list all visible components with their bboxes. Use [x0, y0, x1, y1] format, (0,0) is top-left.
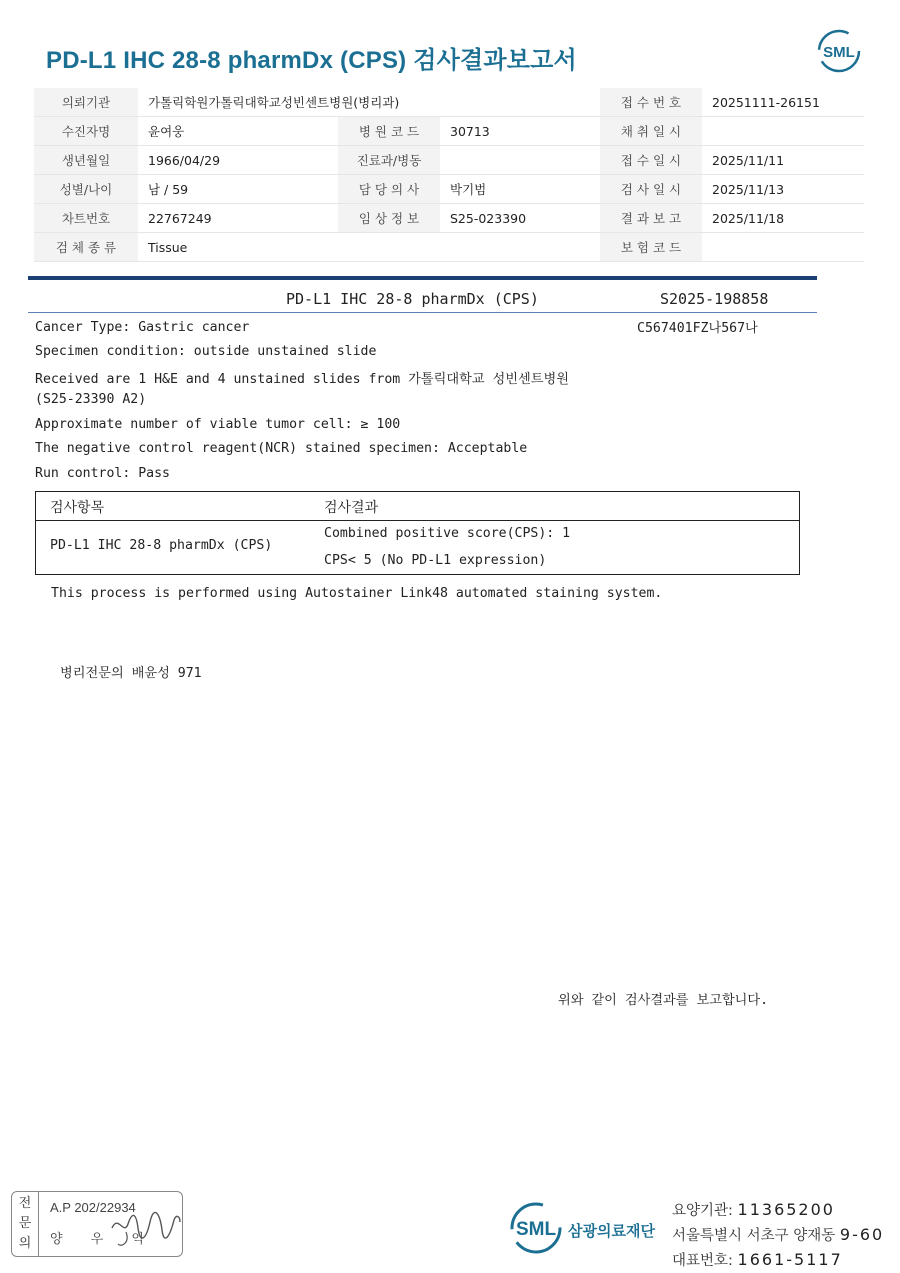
- result-cps-interpretation: CPS< 5 (No PD-L1 expression): [324, 553, 547, 568]
- info-value: 2025/11/18: [702, 204, 864, 233]
- info-value: 22767249: [138, 204, 338, 233]
- section-rule: [28, 276, 817, 280]
- footer-code-label: 요양기관:: [672, 1203, 733, 1219]
- pathologist-signoff: 병리전문의 배윤성 971: [60, 666, 202, 681]
- footer-address-value: 9-60: [839, 1225, 885, 1244]
- info-value: 가톨릭학원가톨릭대학교성빈센트병원(병리과): [138, 88, 600, 117]
- footer-info: [672, 1198, 884, 1273]
- info-label: 검 사 일 시: [600, 175, 702, 204]
- subheader-case-no: S2025-198858: [660, 290, 769, 308]
- header-item-label: 검사항목: [50, 500, 105, 516]
- stamp-side-char: 의: [18, 1236, 32, 1251]
- info-label: 보 험 코 드: [600, 233, 702, 262]
- info-label: 진료과/병동: [338, 146, 440, 175]
- info-label: 채 취 일 시: [600, 117, 702, 146]
- body-line-2: Received are 1 H&E and 4 unstained slides from 가톨릭대학교 성빈센트병원: [35, 372, 569, 387]
- subheader-test-name: PD-L1 IHC 28-8 pharmDx (CPS): [286, 290, 539, 308]
- specialist-stamp: [11, 1191, 183, 1257]
- result-table: [35, 491, 800, 575]
- info-row: [34, 233, 864, 262]
- sml-logo-icon: [816, 28, 862, 74]
- header-result-label: 검사결과: [324, 500, 379, 516]
- result-table-header: [36, 492, 799, 521]
- info-value: 1966/04/29: [138, 146, 338, 175]
- signature-icon: [108, 1206, 184, 1250]
- info-row: [34, 146, 864, 175]
- footer-org-name: 삼광의료재단: [568, 1222, 655, 1240]
- info-label: 수진자명: [34, 117, 138, 146]
- sml-logo-text: SML: [823, 44, 855, 61]
- info-value: 20251111-26151: [702, 88, 864, 117]
- result-item: PD-L1 IHC 28-8 pharmDx (CPS): [50, 538, 273, 553]
- info-row: [34, 175, 864, 204]
- info-value: 박기범: [440, 175, 600, 204]
- patient-info-table: [34, 88, 864, 262]
- info-label: 성별/나이: [34, 175, 138, 204]
- stamp-name: 양 우 익: [50, 1232, 156, 1247]
- footer-logo-icon: [510, 1200, 670, 1260]
- info-label: 검 체 종 류: [34, 233, 138, 262]
- info-value: 남 / 59: [138, 175, 338, 204]
- info-value: [702, 233, 864, 262]
- footer-code-value: 11365200: [737, 1200, 835, 1219]
- info-label: 차트번호: [34, 204, 138, 233]
- report-title: PD-L1 IHC 28-8 pharmDx (CPS) 검사결과보고서: [46, 47, 577, 74]
- info-label: 결 과 보 고: [600, 204, 702, 233]
- info-value: 30713: [440, 117, 600, 146]
- info-label: 병 원 코 드: [338, 117, 440, 146]
- info-row: [34, 88, 864, 117]
- closing-statement: 위와 같이 검사결과를 보고합니다.: [558, 993, 769, 1008]
- process-note: This process is performed using Autostainer Link48 automated staining system.: [51, 586, 663, 601]
- footer-address-label: 서울특별시 서초구 양재동: [672, 1228, 836, 1244]
- stamp-side-char: 문: [18, 1216, 32, 1231]
- result-cps-score: Combined positive score(CPS): 1: [324, 526, 571, 541]
- info-value: 2025/11/11: [702, 146, 864, 175]
- info-label: 접 수 일 시: [600, 146, 702, 175]
- footer-logo-text: SML: [515, 1219, 557, 1240]
- body-line-1: Specimen condition: outside unstained slide: [35, 344, 377, 359]
- footer-phone-label: 대표번호:: [672, 1253, 733, 1269]
- stamp-ap-number: A.P 202/22934: [50, 1200, 136, 1215]
- info-value: Tissue: [138, 233, 600, 262]
- info-value: 윤여웅: [138, 117, 338, 146]
- subheader-code: C567401FZ나567나: [637, 321, 758, 336]
- info-value: 2025/11/13: [702, 175, 864, 204]
- body-line-0: Cancer Type: Gastric cancer: [35, 320, 250, 335]
- info-row: [34, 117, 864, 146]
- info-label: 의뢰기관: [34, 88, 138, 117]
- stamp-side-label: [12, 1192, 39, 1256]
- info-label: 임 상 정 보: [338, 204, 440, 233]
- body-line-4: Approximate number of viable tumor cell: ≥ 100: [35, 417, 401, 432]
- body-line-5: The negative control reagent(NCR) stained specimen: Acceptable: [35, 441, 528, 456]
- info-value: [702, 117, 864, 146]
- info-label: 접 수 번 호: [600, 88, 702, 117]
- test-subheader: [28, 288, 817, 313]
- info-value: [440, 146, 600, 175]
- body-line-3: (S25-23390 A2): [35, 392, 147, 407]
- info-value: S25-023390: [440, 204, 600, 233]
- footer-phone-value: 1661-5117: [737, 1250, 843, 1269]
- body-line-6: Run control: Pass: [35, 466, 170, 481]
- info-label: 생년월일: [34, 146, 138, 175]
- stamp-side-char: 전: [18, 1196, 32, 1211]
- info-row: [34, 204, 864, 233]
- info-label: 담 당 의 사: [338, 175, 440, 204]
